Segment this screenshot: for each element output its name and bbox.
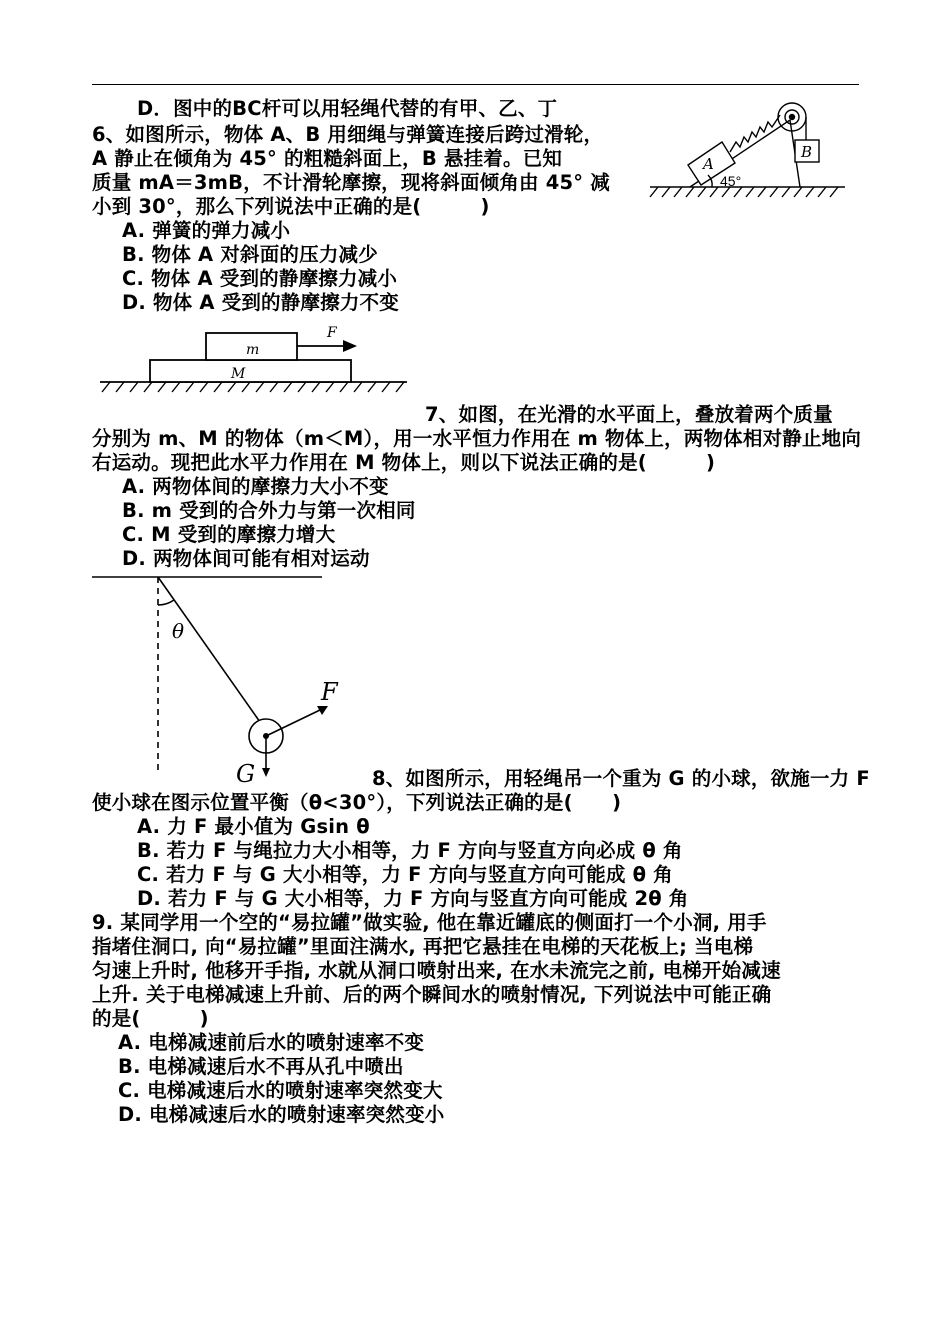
q6-label-b: B — [801, 143, 813, 161]
q8-option-b: B. 若力 F 与绳拉力大小相等，力 F 方向与竖直方向必成 θ 角 — [137, 839, 683, 862]
q9-stem-line2: 指堵住洞口, 向“易拉罐”里面注满水, 再把它悬挂在电梯的天花板上; 当电梯 — [92, 935, 754, 958]
q7-label-M: M — [231, 366, 246, 382]
q6-option-c: C. 物体 A 受到的静摩擦力减小 — [122, 267, 398, 290]
q7-option-c: C. M 受到的摩擦力增大 — [122, 523, 336, 546]
q6-stem-line2: A 静止在倾角为 45° 的粗糙斜面上，B 悬挂着。已知 — [92, 147, 563, 170]
q6-angle-label: 45° — [720, 173, 742, 189]
q9-stem-line5: 的是( ) — [92, 1007, 209, 1030]
q9-stem-line1: 9. 某同学用一个空的“易拉罐”做实验, 他在靠近罐底的侧面打一个小洞, 用手 — [92, 911, 767, 934]
header-rule — [92, 84, 859, 85]
q9-option-c: C. 电梯减速后水的喷射速率突然变大 — [118, 1079, 443, 1102]
q7-option-b: B. m 受到的合外力与第一次相同 — [122, 499, 416, 522]
q8-option-c: C. 若力 F 与 G 大小相等，力 F 方向与竖直方向可能成 θ 角 — [137, 863, 673, 886]
q5-option-d: D．图中的BC杆可以用轻绳代替的有甲、乙、丁 — [137, 97, 558, 120]
q7-option-d: D. 两物体间可能有相对运动 — [122, 547, 370, 570]
q8-label-theta: θ — [172, 619, 185, 643]
q7-label-F: F — [327, 325, 337, 341]
q7-stem-line2: 分别为 m、M 的物体（m＜M），用一水平恒力作用在 m 物体上，两物体相对静止地向 — [92, 427, 862, 450]
q7-option-a: A. 两物体间的摩擦力大小不变 — [122, 475, 389, 498]
q8-pendulum-figure — [92, 570, 362, 790]
q9-stem-line4: 上升. 关于电梯减速上升前、后的两个瞬间水的喷射情况, 下列说法中可能正确 — [92, 983, 772, 1006]
q8-stem-line1: 8、如图所示，用轻绳吊一个重为 G 的小球，欲施一力 F — [372, 767, 870, 790]
q6-stem-line1: 6、如图所示，物体 A、B 用细绳与弹簧连接后跨过滑轮， — [92, 123, 604, 146]
q6-option-d: D. 物体 A 受到的静摩擦力不变 — [122, 291, 399, 314]
q6-stem-line4: 小到 30°，那么下列说法中正确的是( ) — [92, 195, 490, 218]
q7-label-m: m — [246, 342, 260, 358]
q6-incline-figure — [640, 95, 865, 205]
q9-option-a: A. 电梯减速前后水的喷射速率不变 — [118, 1031, 425, 1054]
q7-stem-line3: 右运动。现把此水平力作用在 M 物体上，则以下说法正确的是( ) — [92, 451, 716, 474]
q8-option-d: D. 若力 F 与 G 大小相等，力 F 方向与竖直方向可能成 2θ 角 — [137, 887, 689, 910]
q7-stem-line1: 7、如图，在光滑的水平面上，叠放着两个质量 — [425, 403, 833, 426]
q6-option-a: A. 弹簧的弹力减小 — [122, 219, 291, 242]
q9-stem-line3: 匀速上升时, 他移开手指, 水就从洞口喷射出来, 在水未流完之前, 电梯开始减速 — [92, 959, 781, 982]
q8-label-F: F — [321, 678, 338, 706]
q6-label-a: A — [703, 155, 714, 173]
q6-stem-line3: 质量 mA＝3mB，不计滑轮摩擦，现将斜面倾角由 45° 减 — [92, 171, 610, 194]
q8-stem-line2: 使小球在图示位置平衡（θ<30°），下列说法正确的是( ) — [92, 791, 622, 814]
q8-option-a: A. 力 F 最小值为 Gsin θ — [137, 815, 370, 838]
q7-blocks-figure — [95, 325, 415, 397]
q8-label-G: G — [236, 760, 256, 788]
q6-option-b: B. 物体 A 对斜面的压力减少 — [122, 243, 378, 266]
q9-option-d: D. 电梯减速后水的喷射速率突然变小 — [118, 1103, 445, 1126]
q9-option-b: B. 电梯减速后水不再从孔中喷出 — [118, 1055, 404, 1078]
